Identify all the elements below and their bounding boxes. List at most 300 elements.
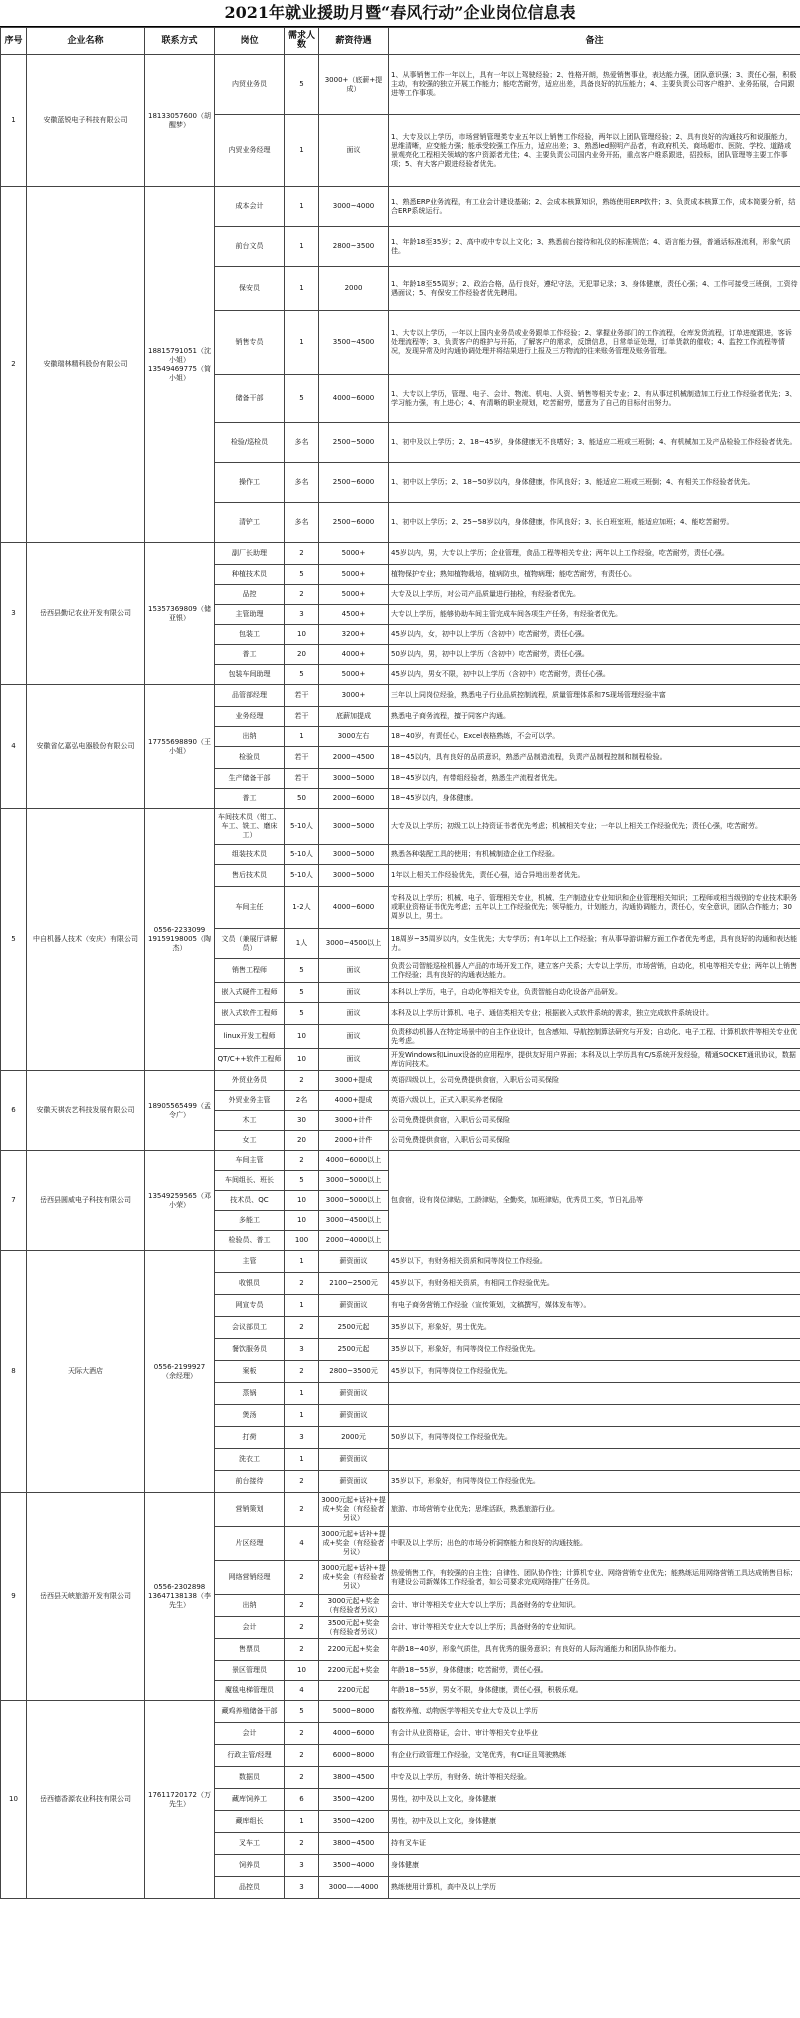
company-no: 10 (1, 1701, 27, 1899)
job-position: 餐饮服务员 (215, 1339, 285, 1361)
job-position: 检验员、普工 (215, 1231, 285, 1251)
company-no: 8 (1, 1251, 27, 1493)
job-position: 行政主管/经理 (215, 1745, 285, 1767)
company-name: 岳西县天峡旅游开发有限公司 (27, 1493, 145, 1701)
table-body (1, 55, 800, 1899)
job-position: 种植技术员 (215, 565, 285, 585)
job-position: 会计 (215, 1617, 285, 1639)
job-salary: 3000~5000以上 (319, 1191, 389, 1211)
job-salary: 5000+ (319, 585, 389, 605)
company-contact: 0556-2199927（余经理） (145, 1251, 215, 1493)
job-position: 煲汤 (215, 1405, 285, 1427)
company-contact: 18905565499（孟令广） (145, 1071, 215, 1151)
header-row (1, 28, 800, 55)
job-position: 会议部员工 (215, 1317, 285, 1339)
job-salary: 3000元起+话补+提成+奖金（有经验者另议） (319, 1527, 389, 1561)
job-position: 包装车间助理 (215, 665, 285, 685)
job-position: 案板 (215, 1361, 285, 1383)
job-notes: 1、大专及以上学历，市场营销管理类专业五年以上销售工作经验，两年以上团队管理经验；2、具有良好的沟通技巧和说服能力，思维清晰，应变能力强；能承受较强工作压力，适应出差；3、熟悉led照明产品者，有政府机关、商场超市、医院、学校、道路或景观亮化工程相关领域的客户资源者尤佳；4、主要负责公司国内业务开拓，重点客户维系跟进，招投标，团队管理等主要工作事项；5、有大客户跟进经验者优先。 (389, 115, 800, 187)
job-position: 检验员 (215, 747, 285, 769)
job-salary: 2000+计件 (319, 1131, 389, 1151)
job-position: 品控 (215, 585, 285, 605)
job-notes: 三年以上同岗位经验，熟悉电子行业品质控制流程，质量管理体系和7S现场管理经验丰富 (389, 685, 800, 707)
job-position: 销售专员 (215, 311, 285, 375)
job-position: 叉车工 (215, 1833, 285, 1855)
job-notes: 1、从事销售工作一年以上，具有一年以上驾驶经验；2、性格开朗，热爱销售事业，表达能力强，团队意识强；3、责任心强，积极主动，有较强的独立开展工作能力；能吃苦耐劳，适应出差，具备良好的抗压能力；4、主要负责公司客户维护、业务拓展，合同跟进等工作事项。 (389, 55, 800, 115)
job-count: 2 (285, 1361, 319, 1383)
company-name: 岳西德香源农业科技有限公司 (27, 1701, 145, 1899)
job-notes: 熟悉电子商务流程，擅于同客户沟通。 (389, 707, 800, 727)
job-salary: 2800~3500元 (319, 1361, 389, 1383)
company-contact: 18133057600（胡醒梦） (145, 55, 215, 187)
job-notes: 持有叉车证 (389, 1833, 800, 1855)
job-position: 出纳 (215, 1595, 285, 1617)
job-count: 4 (285, 1681, 319, 1701)
job-notes: 负责公司智能巡检机器人产品的市场开发工作，建立客户关系；大专以上学历，市场营销，自动化，机电等相关专业；两年以上销售工作经验；具有良好的沟通表达能力。 (389, 959, 800, 983)
job-count: 2 (285, 1833, 319, 1855)
job-salary: 3000+（底薪+提成） (319, 55, 389, 115)
job-table (0, 27, 800, 1899)
page-title: 2021年就业援助月暨“春风行动”企业岗位信息表 (0, 0, 800, 27)
job-position: 网宣专员 (215, 1295, 285, 1317)
job-salary: 3000元起+话补+提成+奖金（有经验者另议） (319, 1561, 389, 1595)
job-position: 车间技术员（钳工、车工、铣工、磨床工） (215, 809, 285, 845)
job-salary: 2800~3500 (319, 227, 389, 267)
job-salary: 面议 (319, 1003, 389, 1025)
job-salary: 3800~4500 (319, 1767, 389, 1789)
job-notes: 45岁以内，女，初中以上学历（含初中）吃苦耐劳，责任心强。 (389, 625, 800, 645)
job-count: 10 (285, 1049, 319, 1071)
job-position: 出纳 (215, 727, 285, 747)
job-count: 30 (285, 1111, 319, 1131)
job-salary: 3000+提成 (319, 1071, 389, 1091)
job-salary: 5000+ (319, 565, 389, 585)
job-salary: 2200元起+奖金 (319, 1639, 389, 1661)
job-salary: 面议 (319, 983, 389, 1003)
job-salary: 2000~6000 (319, 789, 389, 809)
table-row (1, 543, 800, 565)
job-notes: 会计、审计等相关专业大专以上学历；具备财务的专业知识。 (389, 1617, 800, 1639)
job-position: 蒸锅 (215, 1383, 285, 1405)
job-count: 3 (285, 1877, 319, 1899)
job-position: 品管部经理 (215, 685, 285, 707)
job-notes: 热爱销售工作，有较强的自主性；自律性、团队协作性；计算机专业、网络营销专业优先；能熟练运用网络营销工具达成销售目标；有建设公司新媒体工作经验者，如公司要求完成网络推广任务员。 (389, 1561, 800, 1595)
job-count: 若干 (285, 769, 319, 789)
job-salary: 3200+ (319, 625, 389, 645)
job-notes: 18~45岁以内，身体健康。 (389, 789, 800, 809)
job-salary: 面议 (319, 115, 389, 187)
job-position: 打荷 (215, 1427, 285, 1449)
job-notes: 英语四级以上，公司免费提供食宿，入职后公司买保险 (389, 1071, 800, 1091)
job-salary: 3000~5000 (319, 809, 389, 845)
job-notes: 45岁以内，男，大专以上学历；企业管理，食品工程等相关专业；两年以上工作经验，吃苦耐劳，责任心强。 (389, 543, 800, 565)
job-notes: 大专以上学历，能够协助车间主管完成车间各项生产任务，有经验者优先。 (389, 605, 800, 625)
job-count: 若干 (285, 707, 319, 727)
job-salary: 3000~4500以上 (319, 1211, 389, 1231)
job-salary: 薪资面议 (319, 1449, 389, 1471)
job-salary: 2500~6000 (319, 503, 389, 543)
job-salary: 面议 (319, 1025, 389, 1049)
job-count: 2 (285, 1273, 319, 1295)
job-notes: 大专及以上学历，对公司产品质量进行抽检，有经验者优先。 (389, 585, 800, 605)
job-count: 2 (285, 585, 319, 605)
job-count: 3 (285, 1339, 319, 1361)
job-position: 藏库组长 (215, 1811, 285, 1833)
job-count: 2 (285, 1767, 319, 1789)
header-salary: 薪资待遇 (319, 28, 389, 55)
job-count: 4 (285, 1527, 319, 1561)
job-notes: 男性，初中及以上文化，身体健康 (389, 1789, 800, 1811)
job-notes: 年龄18~40岁，形象气质佳，具有优秀的服务意识；有良好的人际沟通能力和团队协作能力。 (389, 1639, 800, 1661)
job-count: 10 (285, 1025, 319, 1049)
job-salary: 3000~5000 (319, 865, 389, 887)
job-salary: 3500~4500 (319, 311, 389, 375)
job-count: 1 (285, 267, 319, 311)
job-notes: 1、大专以上学历，一年以上国内业务员或业务跟单工作经验；2、掌握业务部门的工作流程，仓库发货流程，订单进度跟进，客诉处理流程等；3、负责客户的维护与开拓，了解客户的需求，反馈信息，日常单证处理，订单货款的催收；4、监控工作流程等情况，发现异常及时沟通协调处理并将结果进行上报及三方物流的往来账务管理及账务管理。 (389, 311, 800, 375)
job-notes: 50岁以下，有同等岗位工作经验优先。 (389, 1427, 800, 1449)
job-position: 包装工 (215, 625, 285, 645)
job-salary: 4000+ (319, 645, 389, 665)
company-contact: 15357369809（储亚银） (145, 543, 215, 685)
company-name: 安徽瑞林精科股份有限公司 (27, 187, 145, 543)
job-count: 2 (285, 1493, 319, 1527)
job-salary: 3500~4000 (319, 1855, 389, 1877)
header-notes: 备注 (389, 28, 800, 55)
job-position: 木工 (215, 1111, 285, 1131)
job-position: 魔毯电梯管理员 (215, 1681, 285, 1701)
table-row (1, 809, 800, 845)
job-salary: 5000~8000 (319, 1701, 389, 1723)
header-count: 需求人数 (285, 28, 319, 55)
job-notes (389, 1449, 800, 1471)
job-position: 保安员 (215, 267, 285, 311)
company-no: 2 (1, 187, 27, 543)
company-contact: 18815791051（沈小姐） 13549469775（简小姐） (145, 187, 215, 543)
job-count: 5-10人 (285, 865, 319, 887)
job-salary: 薪资面议 (319, 1383, 389, 1405)
job-count: 100 (285, 1231, 319, 1251)
job-notes: 1、初中及以上学历；2、18~45岁，身体健康无不良嗜好；3、能适应二班或三班倒；4、有机械加工及产品检验工作经验者优先。 (389, 423, 800, 463)
job-salary: 面议 (319, 959, 389, 983)
job-count: 1 (285, 1295, 319, 1317)
company-name: 安徽省亿嘉弘电器股份有限公司 (27, 685, 145, 809)
job-position: 品控员 (215, 1877, 285, 1899)
job-position: 主管助理 (215, 605, 285, 625)
job-position: 组装技术员 (215, 845, 285, 865)
job-count: 5 (285, 55, 319, 115)
header-no: 序号 (1, 28, 27, 55)
job-notes: 1、初中以上学历；2、18~50岁以内，身体健康，作风良好；3、能适应二班或三班倒；4、有相关工作经验者优先。 (389, 463, 800, 503)
company-contact: 17755698890（王小姐） (145, 685, 215, 809)
table-row (1, 55, 800, 115)
job-notes: 1、初中以上学历；2、25~58岁以内，身体健康，作风良好；3、长白班室班，能适应加班；4、能吃苦耐劳。 (389, 503, 800, 543)
job-salary: 3000~5000 (319, 845, 389, 865)
company-no: 3 (1, 543, 27, 685)
job-notes: 有会计从业资格证，会计、审计等相关专业毕业 (389, 1723, 800, 1745)
job-salary: 3500元起+奖金（有经验者另议） (319, 1617, 389, 1639)
job-notes: 公司免费提供食宿，入职后公司买保险 (389, 1131, 800, 1151)
job-salary: 2500~5000 (319, 423, 389, 463)
company-contact: 0556-2233099 19159198005（陶杰） (145, 809, 215, 1071)
job-notes: 35岁以下，形象好，有同等岗位工作经验优先。 (389, 1339, 800, 1361)
job-position: 检验/巡检员 (215, 423, 285, 463)
job-position: 售后技术员 (215, 865, 285, 887)
header-contact: 联系方式 (145, 28, 215, 55)
job-salary: 3800~4500 (319, 1833, 389, 1855)
job-notes: 公司免费提供食宿，入职后公司买保险 (389, 1111, 800, 1131)
job-count: 5-10人 (285, 845, 319, 865)
job-count: 1 (285, 1251, 319, 1273)
job-notes: 45岁以内，男女不限，初中以上学历（含初中）吃苦耐劳，责任心强。 (389, 665, 800, 685)
company-no: 9 (1, 1493, 27, 1701)
job-count: 1 (285, 1449, 319, 1471)
job-notes: 熟悉各种装配工具的使用；有机械制造企业工作经验。 (389, 845, 800, 865)
job-notes: 1年以上相关工作经验优先，责任心强，适合异地出差者优先。 (389, 865, 800, 887)
job-position: 普工 (215, 789, 285, 809)
job-salary: 3000——4000 (319, 1877, 389, 1899)
job-position: 前台文员 (215, 227, 285, 267)
job-salary: 4000~6000 (319, 1723, 389, 1745)
job-count: 6 (285, 1789, 319, 1811)
job-position: 外贸业务员 (215, 1071, 285, 1091)
job-count: 若干 (285, 747, 319, 769)
job-notes: 熟练使用计算机，高中及以上学历 (389, 1877, 800, 1899)
job-salary: 面议 (319, 1049, 389, 1071)
job-notes: 18周岁~35周岁以内，女生优先；大专学历；有1年以上工作经验；有从事导游讲解方面工作者优先考虑，具有良好的沟通和表达能力。 (389, 929, 800, 959)
job-salary: 薪资面议 (319, 1251, 389, 1273)
job-notes: 45岁以下，有财务相关资质和同等岗位工作经验。 (389, 1251, 800, 1273)
job-notes: 有电子商务营销工作经验（宣传策划，文稿撰写，媒体发布等）。 (389, 1295, 800, 1317)
job-count: 2 (285, 543, 319, 565)
company-no: 4 (1, 685, 27, 809)
job-salary: 3000~4500以上 (319, 929, 389, 959)
job-position: 片区经理 (215, 1527, 285, 1561)
job-salary: 4000+提成 (319, 1091, 389, 1111)
job-notes: 45岁以下，有财务相关资质，有相同工作经验优先。 (389, 1273, 800, 1295)
job-count: 2 (285, 1561, 319, 1595)
job-salary: 2000~4000以上 (319, 1231, 389, 1251)
table-row (1, 1151, 800, 1171)
job-count: 5 (285, 1003, 319, 1025)
job-count: 20 (285, 1131, 319, 1151)
job-position: 女工 (215, 1131, 285, 1151)
job-count: 1 (285, 727, 319, 747)
job-count: 2 (285, 1595, 319, 1617)
job-count: 2 (285, 1071, 319, 1091)
job-position: 嵌入式软件工程师 (215, 1003, 285, 1025)
job-position: linux开发工程师 (215, 1025, 285, 1049)
job-salary: 2000元 (319, 1427, 389, 1449)
company-name: 天际大酒店 (27, 1251, 145, 1493)
job-notes: 男性，初中及以上文化，身体健康 (389, 1811, 800, 1833)
job-position: 主管 (215, 1251, 285, 1273)
job-position: 副厂长助理 (215, 543, 285, 565)
job-count: 5 (285, 1171, 319, 1191)
job-position: 嵌入式硬件工程师 (215, 983, 285, 1003)
job-count: 1 (285, 311, 319, 375)
job-position: 成本会计 (215, 187, 285, 227)
company-contact: 0556-2302898 13647138138（李先生） (145, 1493, 215, 1701)
job-notes: 本科及以上学历计算机、电子、通信类相关专业；根据嵌入式软件系统的需求，独立完成软件系统设计。 (389, 1003, 800, 1025)
table-row (1, 685, 800, 707)
job-count: 20 (285, 645, 319, 665)
job-position: 业务经理 (215, 707, 285, 727)
job-position: QT/C++软件工程师 (215, 1049, 285, 1071)
job-salary: 2200元起+奖金 (319, 1661, 389, 1681)
header-company: 企业名称 (27, 28, 145, 55)
job-count: 3 (285, 1427, 319, 1449)
job-salary: 3500~4200 (319, 1811, 389, 1833)
job-salary: 6000~8000 (319, 1745, 389, 1767)
table-row (1, 1493, 800, 1527)
job-notes: 本科以上学历，电子，自动化等相关专业，负责智能自动化设备产品研发。 (389, 983, 800, 1003)
job-count: 3 (285, 1855, 319, 1877)
job-notes: 包食宿，设有岗位津贴，工龄津贴，全勤奖，加班津贴，优秀员工奖，节日礼品等 (389, 1151, 800, 1251)
job-count: 5 (285, 375, 319, 423)
job-position: 会计 (215, 1723, 285, 1745)
job-salary: 3000~5000以上 (319, 1171, 389, 1191)
job-count: 2名 (285, 1091, 319, 1111)
job-count: 1 (285, 227, 319, 267)
job-notes: 专科及以上学历；机械、电子、管理相关专业，机械、生产制造业专业知识和企业管理相关知识；工程师或相当级别的专业技术职务或职业资格证书优先考虑；五年以上工作经验优先；领导能力，计划能力，沟通协调能力，责任心，安全意识，团队合作能力；30周岁以上，男士。 (389, 887, 800, 929)
job-count: 若干 (285, 685, 319, 707)
job-position: 车间主管 (215, 1151, 285, 1171)
job-salary: 5000+ (319, 665, 389, 685)
job-notes: 35岁以下，形象好，有同等岗位工作经验优先。 (389, 1471, 800, 1493)
job-count: 5 (285, 565, 319, 585)
job-salary: 3000~4000 (319, 187, 389, 227)
header-position: 岗位 (215, 28, 285, 55)
job-notes (389, 1405, 800, 1427)
job-notes: 大专及以上学历；初级工以上持资证书者优先考虑；机械相关专业；一年以上相关工作经验优先；责任心强，吃苦耐劳。 (389, 809, 800, 845)
job-position: 销售工程师 (215, 959, 285, 983)
table-row (1, 1251, 800, 1273)
job-position: 洗衣工 (215, 1449, 285, 1471)
job-position: 藏库饲养工 (215, 1789, 285, 1811)
job-count: 10 (285, 1661, 319, 1681)
job-position: 藏鸡养殖储备干部 (215, 1701, 285, 1723)
job-position: 多能工 (215, 1211, 285, 1231)
job-count: 1 (285, 1405, 319, 1427)
job-notes: 年龄18~55岁，男女不限，身体健康，责任心强，积极乐观。 (389, 1681, 800, 1701)
company-name: 岳西县勤记农业开发有限公司 (27, 543, 145, 685)
job-count: 2 (285, 1723, 319, 1745)
job-salary: 4000~6000 (319, 887, 389, 929)
job-notes: 中职及以上学历；出色的市场分析洞察能力和良好的沟通技能。 (389, 1527, 800, 1561)
job-position: 饲养员 (215, 1855, 285, 1877)
job-position: 售票员 (215, 1639, 285, 1661)
job-position: 生产储备干部 (215, 769, 285, 789)
job-salary: 薪资面议 (319, 1295, 389, 1317)
job-salary: 2200元起 (319, 1681, 389, 1701)
job-count: 3 (285, 605, 319, 625)
job-position: 普工 (215, 645, 285, 665)
job-count: 2 (285, 1639, 319, 1661)
job-position: 技术员、QC (215, 1191, 285, 1211)
job-salary: 3000~5000 (319, 769, 389, 789)
job-notes: 年龄18~55岁，身体健康；吃苦耐劳，责任心强。 (389, 1661, 800, 1681)
job-position: 清铲工 (215, 503, 285, 543)
company-contact: 13549259565（邓小荣） (145, 1151, 215, 1251)
job-notes: 1、大专以上学历，管理、电子、会计、物流、机电、人资、销售等相关专业；2、有从事过机械制造加工行业工作经验者优先；3、学习能力强，有上进心；4、有清晰的职业规划，吃苦耐劳，愿意为了自己的目标付出努力。 (389, 375, 800, 423)
job-salary: 薪资面议 (319, 1405, 389, 1427)
job-notes: 18~40岁，有责任心，Excel表格熟练，不会可以学。 (389, 727, 800, 747)
job-salary: 底薪加提成 (319, 707, 389, 727)
company-contact: 17611720172（万先生） (145, 1701, 215, 1899)
job-count: 1 (285, 1811, 319, 1833)
job-salary: 3000+计件 (319, 1111, 389, 1131)
job-salary: 2500~6000 (319, 463, 389, 503)
job-salary: 2000 (319, 267, 389, 311)
company-name: 中自机器人技术（安庆）有限公司 (27, 809, 145, 1071)
job-notes: 1、年龄18至35岁；2、高中或中专以上文化；3、熟悉前台接待和礼仪的标准规范；4、语言能力强，普通话标准流利，形象气质佳。 (389, 227, 800, 267)
job-salary: 3500~4200 (319, 1789, 389, 1811)
job-count: 2 (285, 1745, 319, 1767)
job-count: 1 (285, 1383, 319, 1405)
job-position: 营销策划 (215, 1493, 285, 1527)
job-notes: 会计、审计等相关专业大专以上学历；具备财务的专业知识。 (389, 1595, 800, 1617)
job-count: 多名 (285, 423, 319, 463)
job-position: 操作工 (215, 463, 285, 503)
table-row (1, 187, 800, 227)
job-count: 10 (285, 625, 319, 645)
job-position: 文员（兼展厅讲解员） (215, 929, 285, 959)
job-count: 10 (285, 1211, 319, 1231)
job-notes (389, 1383, 800, 1405)
company-name: 安徽天祺农艺科技发展有限公司 (27, 1071, 145, 1151)
job-count: 5-10人 (285, 809, 319, 845)
job-notes: 1、熟悉ERP业务流程，有工业会计建设基础；2、会成本核算知识，熟练使用ERP软件；3、负责成本核算工作，成本简要分析，结合ERP系统运行。 (389, 187, 800, 227)
job-position: 内贸业务员 (215, 55, 285, 115)
job-salary: 4000~6000 (319, 375, 389, 423)
job-position: 前台接待 (215, 1471, 285, 1493)
company-no: 6 (1, 1071, 27, 1151)
job-notes: 负责移动机器人在特定场景中的自主作业设计，包含感知、导航控制算法研究与开发；自动化、电子工程、计算机软件等相关专业优先考虑。 (389, 1025, 800, 1049)
job-count: 5 (285, 1701, 319, 1723)
job-salary: 3000元起+奖金（有经验者另议） (319, 1595, 389, 1617)
job-salary: 3000+ (319, 685, 389, 707)
job-position: 储备干部 (215, 375, 285, 423)
job-count: 1人 (285, 929, 319, 959)
job-count: 50 (285, 789, 319, 809)
job-count: 2 (285, 1151, 319, 1171)
table-row (1, 1701, 800, 1723)
job-notes: 英语六级以上，正式入职买养老保险 (389, 1091, 800, 1111)
job-notes: 畜牧养殖、动物医学等相关专业大专及以上学历 (389, 1701, 800, 1723)
job-position: 车间组长、班长 (215, 1171, 285, 1191)
job-count: 2 (285, 1317, 319, 1339)
job-notes: 身体健康 (389, 1855, 800, 1877)
job-count: 5 (285, 983, 319, 1003)
job-salary: 4000~6000以上 (319, 1151, 389, 1171)
job-position: 收银员 (215, 1273, 285, 1295)
job-salary: 2000~4500 (319, 747, 389, 769)
company-no: 1 (1, 55, 27, 187)
job-salary: 3000左右 (319, 727, 389, 747)
job-notes: 植物保护专业；熟知植物栽培，植病防虫，植物病理；能吃苦耐劳，有责任心。 (389, 565, 800, 585)
job-notes: 1、年龄18至55周岁；2、政治合格，品行良好，遵纪守法，无犯罪记录；3、身体健康，责任心强；4、工作可接受三班倒，工资待遇面议；5、有保安工作经验者优先聘用。 (389, 267, 800, 311)
job-salary: 5000+ (319, 543, 389, 565)
job-position: 外贸业务主管 (215, 1091, 285, 1111)
job-notes: 中专及以上学历，有财务、统计等相关经验。 (389, 1767, 800, 1789)
job-position: 景区管理员 (215, 1661, 285, 1681)
job-notes: 18~45以内，具有良好的品质意识，熟悉产品制造流程，负责产品制程控制和制程检验。 (389, 747, 800, 769)
job-position: 车间主任 (215, 887, 285, 929)
job-salary: 2500元起 (319, 1339, 389, 1361)
company-name: 安徽蓝锐电子科技有限公司 (27, 55, 145, 187)
job-count: 多名 (285, 463, 319, 503)
job-notes: 35岁以下，形象好，男士优先。 (389, 1317, 800, 1339)
